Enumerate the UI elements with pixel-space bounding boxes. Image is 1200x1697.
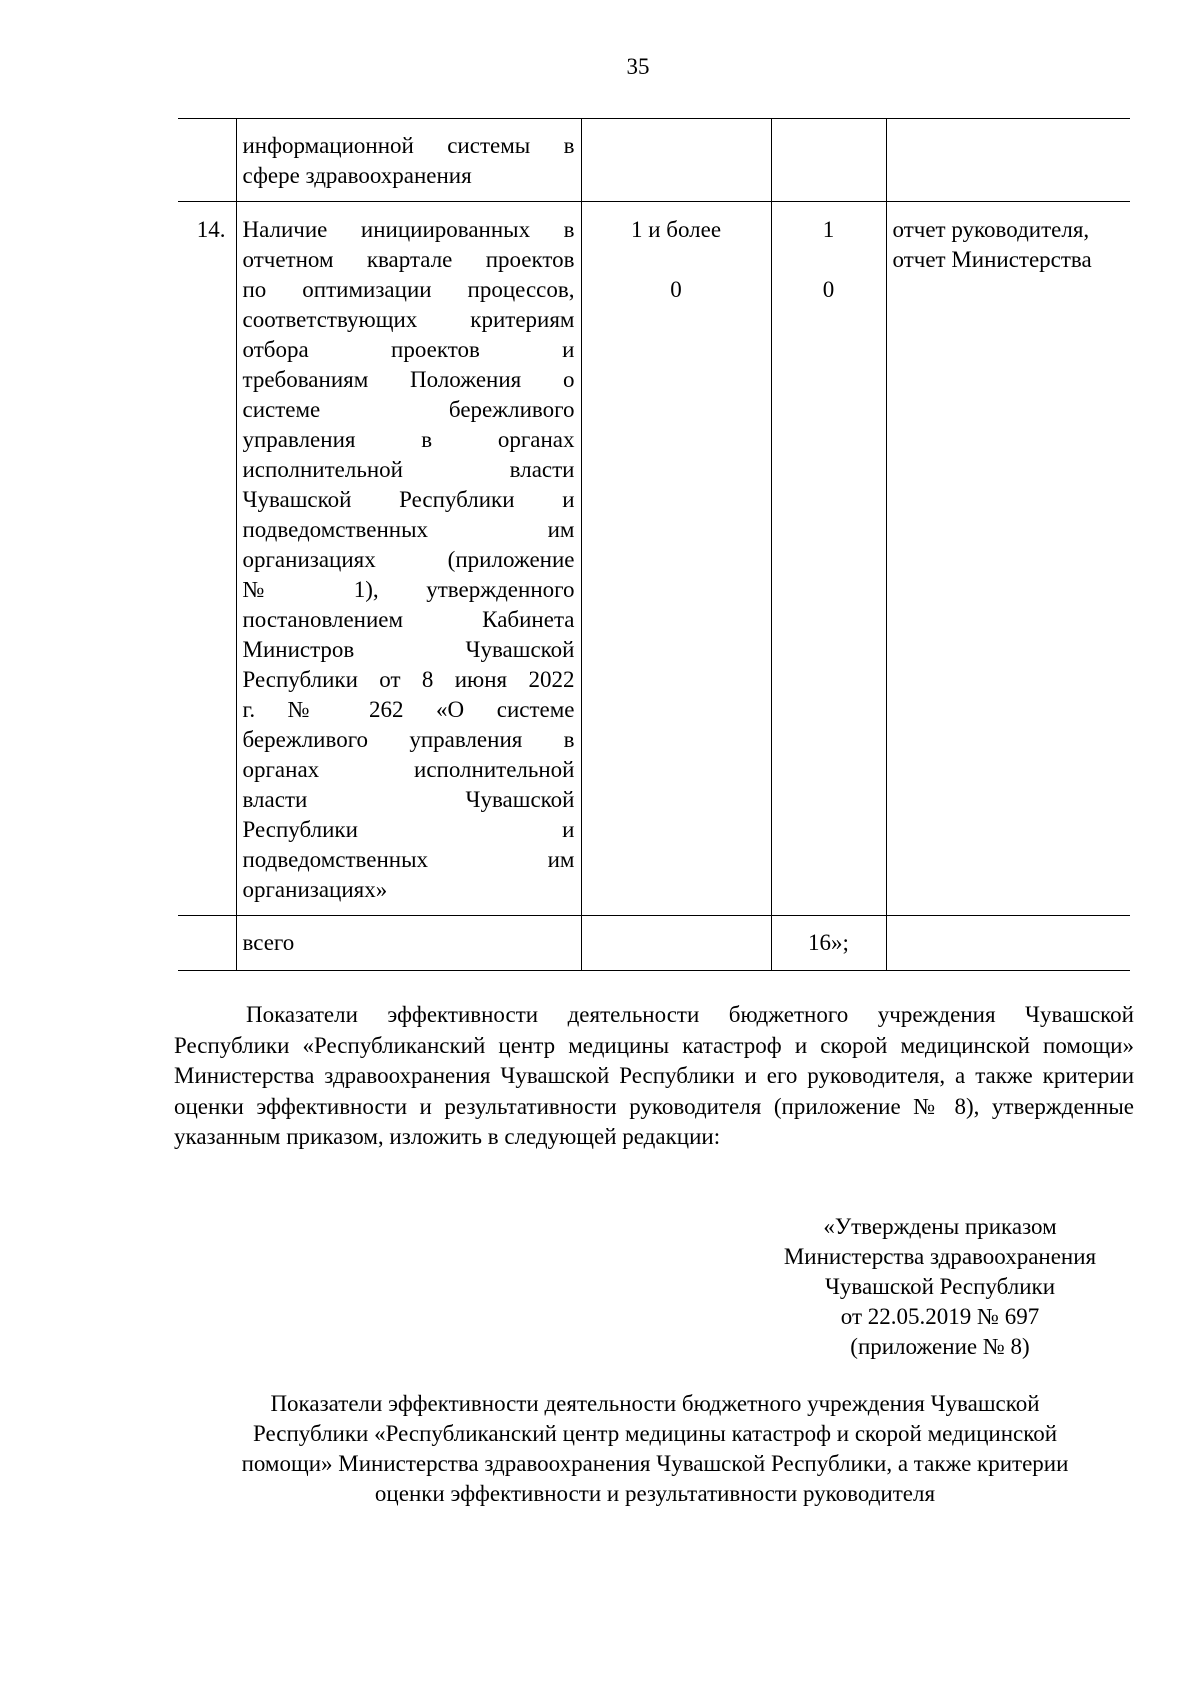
points-spacer (778, 245, 880, 275)
indicator-name-line: организациях (приложение (242, 547, 575, 572)
indicator-name-line: требованиям Положения о (242, 367, 575, 392)
section-heading (160, 1389, 1150, 1509)
source-cell (886, 202, 1130, 916)
heading-line: Показатели эффективности деятельности бюджетного учреждения Чувашской (270, 1391, 1040, 1416)
indicator-name-cell (236, 119, 581, 202)
source-cell (886, 916, 1130, 971)
total-label: всего (236, 916, 581, 971)
table-row (178, 202, 1130, 916)
criteria-value: 0 (670, 277, 682, 302)
indicator-name-line: г. № 262 «О системе (242, 697, 575, 722)
indicator-name-line: подведомственных им (242, 847, 575, 872)
source-line: отчет руководителя, (892, 217, 1090, 242)
row-number-cell (178, 916, 236, 971)
indicator-name-line: органах исполнительной (242, 757, 575, 782)
heading-line: оценки эффективности и результативности руководителя (374, 1481, 936, 1506)
row-number-cell: 14. (178, 202, 236, 916)
heading-line: Республики «Республиканский центр медицины катастроф и скорой медицинской (252, 1421, 1058, 1446)
table-row (178, 119, 1130, 202)
indicator-name-line: постановлением Кабинета (242, 607, 575, 632)
indicator-name-cell (236, 202, 581, 916)
row-number-cell (178, 119, 236, 202)
indicators-table (178, 118, 1130, 971)
indicator-name-line: соответствующих критериям (242, 307, 575, 332)
indicator-name-line: бережливого управления в (242, 727, 575, 752)
points-value: 0 (822, 277, 835, 302)
indicator-name-line: исполнительной власти (242, 457, 575, 482)
source-cell (886, 119, 1130, 202)
indicator-name-line: управления в органах (242, 427, 575, 452)
indicator-name-line: Чувашской Республики и (242, 487, 575, 512)
points-cell (771, 202, 886, 916)
heading-line: помощи» Министерства здравоохранения Чувашской Республики, а также критерии (241, 1451, 1069, 1476)
points-value: 1 (822, 217, 835, 242)
indicator-name-line: Наличие инициированных в (242, 217, 575, 242)
indicator-name-line: по оптимизации процессов, (242, 277, 575, 302)
indicator-name-line: № 1), утвержденного (242, 577, 575, 602)
total-points: 16»; (771, 916, 886, 971)
indicator-name-line: отбора проектов и (242, 337, 575, 362)
approval-line: «Утверждены приказом (823, 1214, 1057, 1239)
indicator-name-line: информационной системы в (242, 133, 575, 158)
indicator-name-line: отчетном квартале проектов (242, 247, 575, 272)
approval-line: Чувашской Республики (824, 1274, 1056, 1299)
indicator-name-line: сфере здравоохранения (242, 163, 472, 188)
indicator-name-line: Министров Чувашской (242, 637, 575, 662)
approval-block (740, 1212, 1140, 1362)
approval-line: (приложение № 8) (850, 1334, 1030, 1359)
points-cell (771, 119, 886, 202)
indicator-name-line: системе бережливого (242, 397, 575, 422)
page-number: 35 (626, 54, 650, 79)
table-row (178, 916, 1130, 971)
criteria-cell (581, 916, 771, 971)
indicator-name-line: власти Чувашской (242, 787, 575, 812)
criteria-cell (581, 202, 771, 916)
indicator-name-line: организациях» (242, 877, 388, 902)
source-line: отчет Министерства (892, 247, 1092, 272)
intro-paragraph: Показатели эффективности деятельности бюджетного учреждения Чувашской Республики «Республиканский центр медицины катастроф и скорой медицинской помощи» Министерства здравоохранения Чувашской Республики и его руководителя, а также критерии оценки эффективности и результативности руководителя (приложение № 8), утвержденные указанным приказом, изложить в следующей редакции: (174, 1002, 1134, 1149)
criteria-spacer (588, 245, 765, 275)
criteria-cell (581, 119, 771, 202)
approval-line: Министерства здравоохранения (783, 1244, 1097, 1269)
indicator-name-line: подведомственных им (242, 517, 575, 542)
approval-line: от 22.05.2019 № 697 (840, 1304, 1040, 1329)
indicator-name-line: Республики и (242, 817, 575, 842)
indicator-name-line: Республики от 8 июня 2022 (242, 667, 575, 692)
criteria-value: 1 и более (630, 217, 722, 242)
